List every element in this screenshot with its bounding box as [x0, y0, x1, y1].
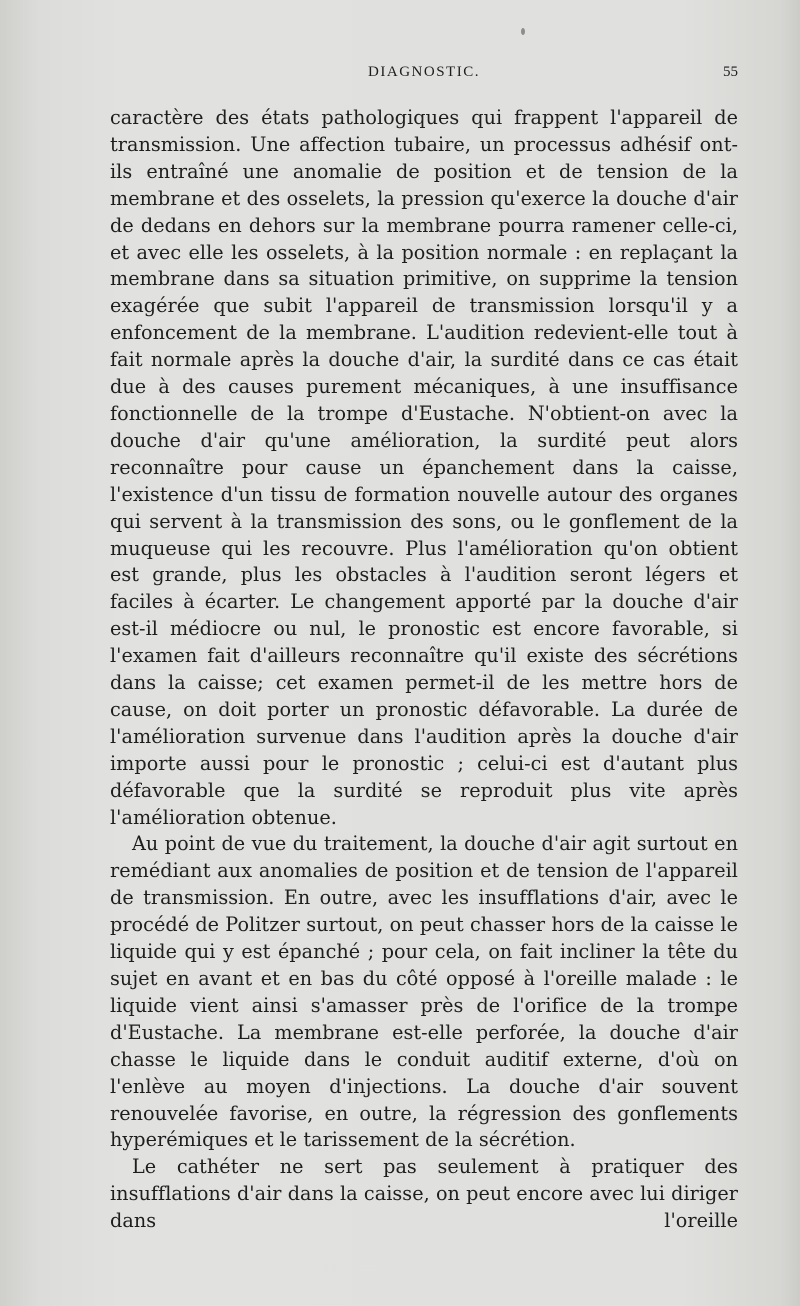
- paragraph-catheter: Le cathéter ne sert pas seulement à pratiquer des insufflations d'air dans la caisse, on peut encore avec lui diriger dans l'oreille: [110, 1155, 738, 1233]
- paragraph-continuation: caractère des états pathologiques qui frappent l'appareil de transmission. Une affection tubaire, un processus adhésif ont-ils entraîné une anomalie de position et de tension de la membrane et des osselets, la pression qu'exerce la douche d'air de dedans en dehors sur la membrane pourra ramener celle-ci, et avec elle les osselets, à la position normale : en replaçant la membrane dans sa situation primitive, on supprime la tension exagérée que subit l'appareil de transmission lorsqu'il y a enfoncement de la membrane. L'audition redevient-elle tout à fait normale après la douche d'air, la surdité dans ce cas était due à des causes purement mécaniques, à une insuffisance fonctionnelle de la trompe d'Eustache. N'obtient-on avec la douche d'air qu'une amélioration, la surdité peut alors reconnaître pour cause un épanchement dans la caisse, l'existence d'un tissu de formation nouvelle autour des organes qui servent à la transmission des sons, ou le gonflement de la muqueuse qui les recouvre. Plus l'amélioration qu'on obtient est grande, plus les obstacles à l'audition seront légers et faciles à écarter. Le changement apporté par la douche d'air est-il médiocre ou nul, le pronostic est encore favorable, si l'examen fait d'ailleurs reconnaître qu'il existe des sécrétions dans la caisse; cet examen permet-il de les mettre hors de cause, on doit porter un pronostic défavorable. La durée de l'amélioration survenue dans l'audition après la douche d'air importe aussi pour le pronostic ; celui-ci est d'autant plus défavorable que la surdité se reproduit plus vite après l'amélioration obtenue.: [110, 106, 738, 829]
- running-title: DIAGNOSTIC.: [368, 64, 480, 80]
- paragraph-treatment: Au point de vue du traitement, la douche d'air agit surtout en remédiant aux anomalies de position et de tension de l'appareil de transmission. En outre, avec les insufflations d'air, avec le procédé de Politzer surtout, on peut chasser hors de la caisse le liquide qui y est épanché ; pour cela, on fait incliner la tête du sujet en avant et en bas du côté opposé à l'oreille malade : le liquide vient ainsi s'amasser près de l'orifice de la trompe d'Eustache. La membrane est-elle perforée, la douche d'air chasse le liquide dans le conduit auditif externe, d'où on l'enlève au moyen d'injections. La douche d'air souvent renouvelée favorise, en outre, la régression des gonflements hyperémiques et le tarissement de la sécrétion.: [110, 832, 738, 1152]
- body-text: [110, 105, 738, 1235]
- ink-speck: [521, 28, 525, 35]
- page-header: [110, 64, 738, 92]
- page-number: 55: [723, 64, 738, 80]
